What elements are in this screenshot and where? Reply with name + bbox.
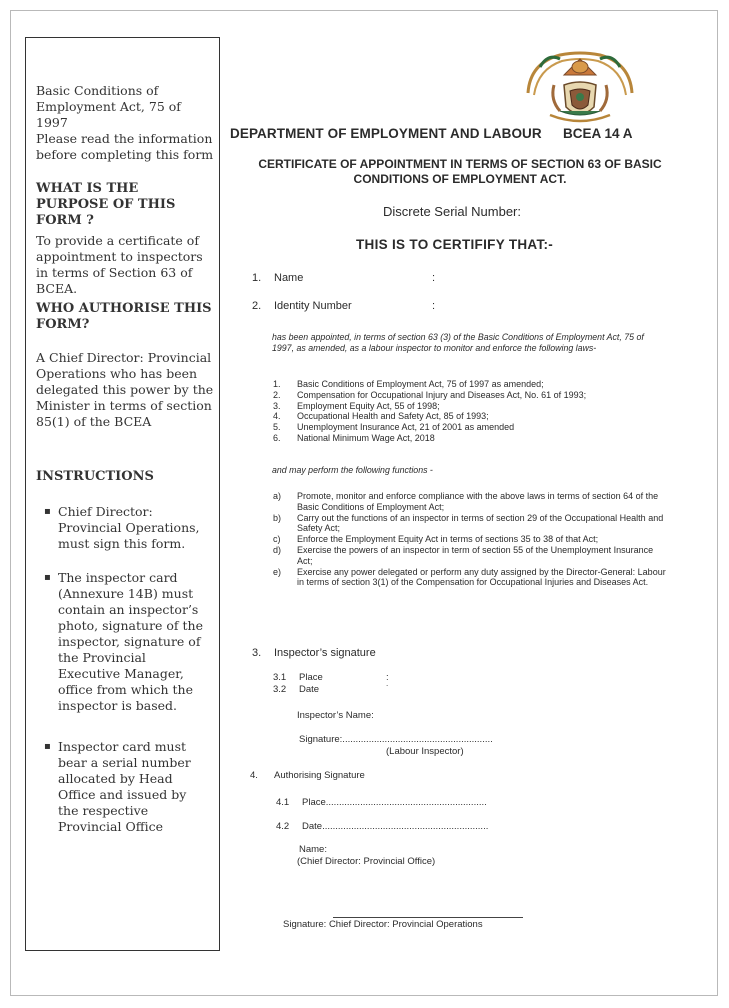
- certificate-title: CERTIFICATE OF APPOINTMENT IN TERMS OF SECTION 63 OF BASIC CONDITIONS OF EMPLOYMENT ACT.: [258, 157, 662, 186]
- inspector-place-number: 3.1: [273, 672, 287, 683]
- authorising-section-number: 4.: [250, 770, 258, 781]
- list-item: d) Exercise the powers of an inspector in term of section 55 of the Unemployment Insurance Act;: [273, 544, 654, 566]
- inspector-date-field[interactable]: ˙: [386, 684, 390, 695]
- form-code: BCEA 14 A: [563, 126, 633, 141]
- bullet-icon: ▪: [44, 506, 51, 517]
- purpose-text: To provide a certificate of appointment to inspectors in terms of Section 63 of BCEA.: [36, 233, 203, 296]
- authorising-section-label: Authorising Signature: [274, 770, 365, 781]
- functions-list: [273, 491, 673, 588]
- id-field-colon[interactable]: :: [432, 300, 436, 312]
- authorising-date-number: 4.2: [276, 821, 290, 832]
- inspector-place-field[interactable]: :: [386, 672, 389, 683]
- certify-heading: THIS IS TO CERTIFIFY THAT:-: [356, 237, 554, 252]
- inspector-signature-field[interactable]: Signature:.........................................................: [299, 734, 493, 745]
- inspector-name-field[interactable]: Inspector’s Name:: [297, 710, 374, 721]
- authorising-place-field[interactable]: Place.............................................................: [302, 797, 487, 808]
- list-item: 5. Unemployment Insurance Act, 21 of 2001 as amended: [273, 422, 515, 433]
- appointment-statement: has been appointed, in terms of section 63 (3) of the Basic Conditions of Employment Act, 75 of 1997, as amended, as a labour inspector to monitor and enforce the following laws-: [272, 332, 644, 353]
- authorise-heading: WHO AUTHORISE THIS FORM?: [36, 301, 212, 332]
- bottom-signature-field[interactable]: Signature: Chief Director: Provincial Operations: [283, 919, 483, 930]
- instruction-item: ▪ The inspector card (Annexure 14B) must contain an inspector’s photo, signature of the inspector, signature of the Provincial Executive Manager, office from which the inspector is based.: [44, 570, 204, 713]
- inspector-section-label: Inspector’s signature: [274, 647, 376, 659]
- id-field-label: Identity Number: [274, 300, 352, 312]
- list-item: a) Promote, monitor and enforce compliance with the above laws in terms of section 64 of the Basic Conditions of Employment Act;: [273, 491, 659, 512]
- instruction-item: ▪ Inspector card must bear a serial number allocated by Head Office and issued by the respective Provincial Office: [44, 739, 191, 834]
- authorising-place-number: 4.1: [276, 797, 290, 808]
- bullet-icon: ▪: [44, 572, 51, 583]
- inspector-place-label: Place: [299, 672, 323, 683]
- list-item: b) Carry out the functions of an inspector in terms of section 29 of the Occupational Health and Safety Act;: [273, 512, 664, 534]
- read-note: Please read the information before completing this form: [36, 131, 214, 162]
- list-item: 1. Basic Conditions of Employment Act, 75 of 1997 as amended;: [273, 379, 544, 389]
- name-field-label: Name: [274, 272, 304, 284]
- authorise-text: A Chief Director: Provincial Operations who has been delegated this power by the Minister in terms of section 85(1) of the BCEA: [36, 350, 214, 429]
- act-title: Basic Conditions of Employment Act, 75 of 1997: [36, 83, 181, 130]
- instruction-item: ▪ Chief Director: Provincial Operations, must sign this form.: [44, 504, 200, 551]
- department-name: DEPARTMENT OF EMPLOYMENT AND LABOUR: [230, 126, 542, 141]
- bullet-icon: ▪: [44, 741, 51, 752]
- list-item: c) Enforce the Employment Equity Act in terms of sections 35 to 38 of that Act;: [273, 534, 599, 545]
- inspector-date-label: Date: [299, 684, 320, 695]
- inspector-date-number: 3.2: [273, 684, 287, 695]
- inspector-signature-caption: (Labour Inspector): [386, 746, 464, 757]
- instructions-heading: INSTRUCTIONS: [36, 469, 154, 484]
- purpose-heading: WHAT IS THE PURPOSE OF THIS FORM ?: [36, 181, 176, 228]
- authorising-date-field[interactable]: Date...............................................................: [302, 821, 489, 832]
- authorising-name-caption: (Chief Director: Provincial Office): [297, 856, 436, 867]
- inspector-section-number: 3.: [252, 647, 262, 659]
- info-sidebar: [25, 37, 220, 951]
- laws-list: [273, 379, 673, 444]
- list-item: 6. National Minimum Wage Act, 2018: [273, 432, 435, 443]
- list-item: 3. Employment Equity Act, 55 of 1998;: [273, 400, 440, 411]
- coat-of-arms-icon: [520, 45, 640, 127]
- list-item: 4. Occupational Health and Safety Act, 85 of 1993;: [273, 411, 489, 422]
- functions-intro: and may perform the following functions -: [272, 465, 433, 475]
- name-field-number: 1.: [252, 272, 262, 284]
- list-item: e) Exercise any power delegated or perform any duty assigned by the Director-General: Labour in terms of section 3(1) of the Compensation for Occupational Injuries and Diseases Act.: [273, 566, 666, 588]
- signature-line: [333, 917, 523, 918]
- serial-number-label: Discrete Serial Number:: [383, 204, 521, 219]
- name-field-colon[interactable]: :: [432, 272, 436, 284]
- id-field-number: 2.: [252, 300, 262, 312]
- list-item: 2. Compensation for Occupational Injury and Diseases Act, No. 61 of 1993;: [273, 389, 587, 400]
- authorising-name-field[interactable]: Name:: [299, 844, 327, 855]
